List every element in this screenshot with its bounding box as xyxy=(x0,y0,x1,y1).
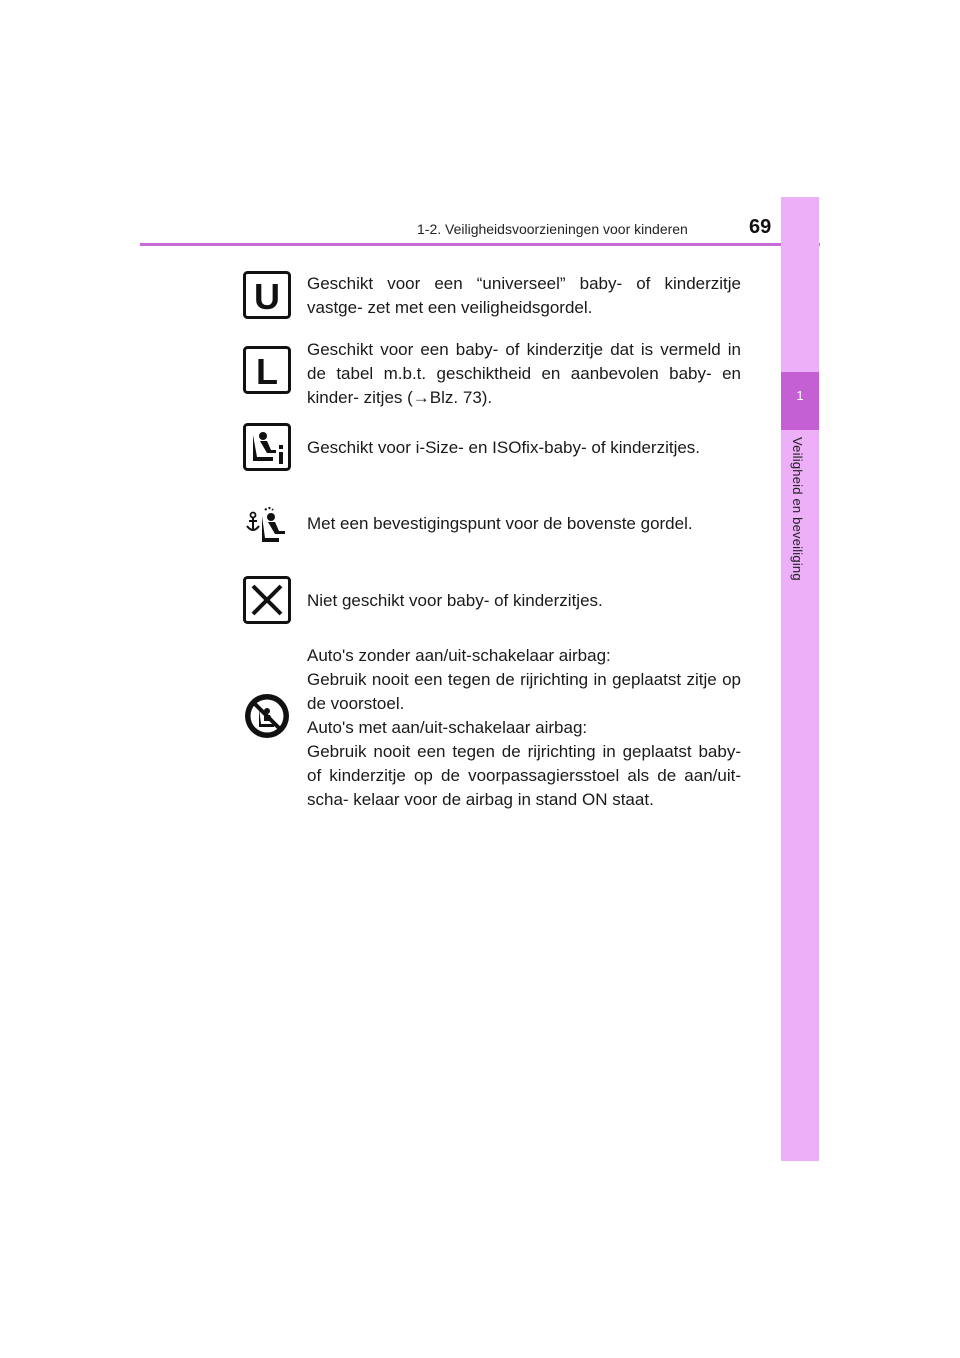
not-suitable-cross-icon xyxy=(243,576,291,624)
top-tether-anchor-icon xyxy=(243,502,291,550)
warning-line-3: Auto's met aan/uit-schakelaar airbag: xyxy=(307,718,588,737)
warning-line-4: Gebruik nooit een tegen de rijrichting in geplaatst baby- of kinderzitje op de voorpassagiersstoel als de aan/uit-scha- kelaar voor de airbag in stand ON staat. xyxy=(307,742,741,809)
entry-top-tether-description: Met een bevestigingspunt voor de bovenste gordel. xyxy=(307,514,693,533)
page-number: 69 xyxy=(749,216,772,238)
chapter-side-tab xyxy=(781,197,819,1161)
svg-text:U: U xyxy=(254,276,280,317)
entry-listed-description: Geschikt voor een baby- of kinderzitje dat is vermeld in de tabel m.b.t. geschiktheid en aanbevolen baby- en kinder- zitjes (→Blz. 73). xyxy=(307,340,741,407)
universal-seat-u-icon xyxy=(243,271,291,319)
svg-text:L: L xyxy=(256,351,278,392)
entry-rear-facing-warning xyxy=(307,644,741,812)
warning-line-1: Auto's zonder aan/uit-schakelaar airbag: xyxy=(307,646,611,665)
warning-line-2: Gebruik nooit een tegen de rijrichting in geplaatst zitje op de voorstoel. xyxy=(307,670,741,713)
entry-universal-description: Geschikt voor een “universeel” baby- of kinderzitje vastge- zet met een veiligheidsgordel. xyxy=(307,274,741,317)
entry-not-suitable-description: Niet geschikt voor baby- of kinderzitjes. xyxy=(307,591,603,610)
entry-isofix-description: Geschikt voor i-Size- en ISOfix-baby- of kinderzitjes. xyxy=(307,438,701,457)
isofix-child-seat-icon xyxy=(243,423,291,471)
chapter-label: Veiligheid en beveiliging xyxy=(790,437,805,581)
no-rear-facing-seat-icon xyxy=(243,692,291,740)
chapter-number: 1 xyxy=(796,388,804,403)
section-title: 1-2. Veiligheidsvoorzieningen voor kinderen xyxy=(417,221,688,237)
listed-seat-l-icon xyxy=(243,346,291,394)
header-divider xyxy=(140,243,820,246)
